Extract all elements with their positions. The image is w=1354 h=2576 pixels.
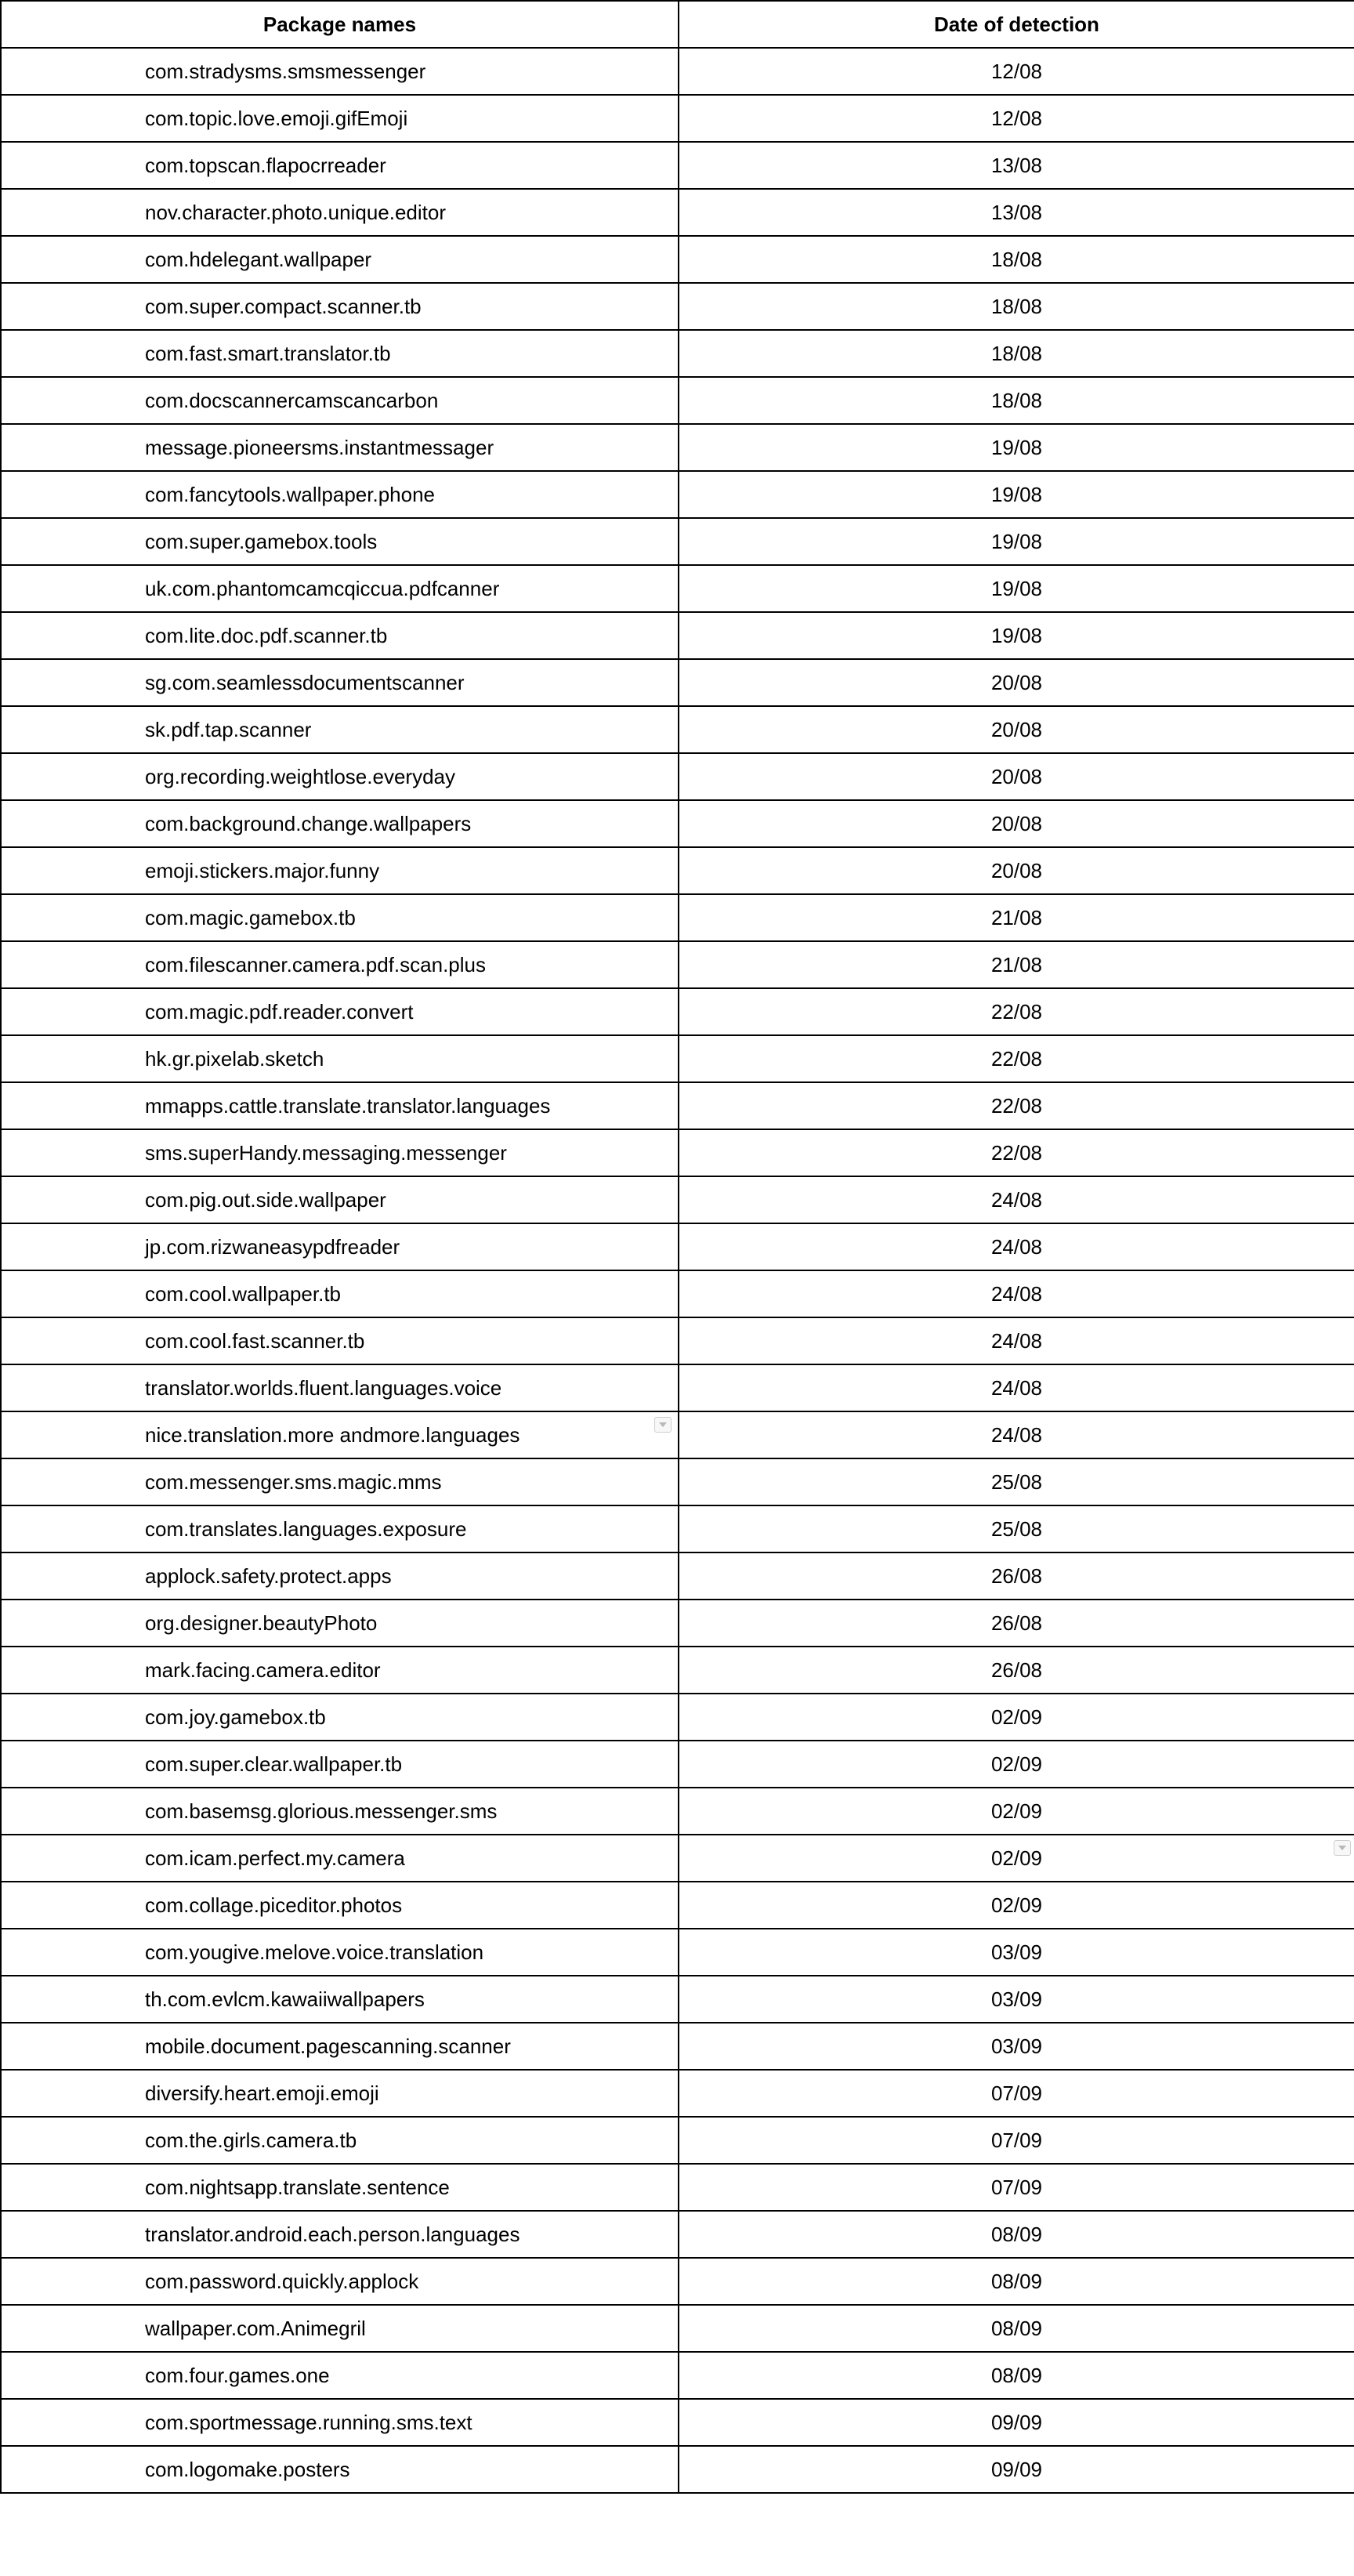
package-name-text: sms.superHandy.messaging.messenger (145, 1141, 507, 1165)
date-cell[interactable] (679, 1552, 1354, 1600)
package-name-cell[interactable] (1, 800, 679, 847)
package-name-cell[interactable] (1, 612, 679, 659)
table-row (1, 2023, 1354, 2070)
date-cell[interactable] (679, 2117, 1354, 2164)
package-name-cell[interactable] (1, 95, 679, 142)
package-name-text: com.docscannercamscancarbon (145, 389, 439, 412)
package-name-cell[interactable] (1, 2164, 679, 2211)
package-name-text: com.lite.doc.pdf.scanner.tb (145, 624, 388, 647)
date-text: 02/09 (990, 1893, 1043, 1917)
date-text: 02/09 (990, 1799, 1043, 1823)
package-name-cell[interactable] (1, 1176, 679, 1223)
table-row (1, 283, 1354, 330)
date-cell[interactable] (679, 1788, 1354, 1835)
date-cell[interactable] (679, 95, 1354, 142)
package-name-text: com.magic.pdf.reader.convert (145, 1000, 414, 1024)
table-row (1, 377, 1354, 424)
package-name-text: th.com.evlcm.kawaiiwallpapers (145, 1987, 425, 2011)
package-name-text: nov.character.photo.unique.editor (145, 201, 447, 224)
package-name-cell[interactable] (1, 1505, 679, 1552)
date-cell[interactable] (679, 800, 1354, 847)
package-name-cell[interactable] (1, 1741, 679, 1788)
date-cell[interactable] (679, 1741, 1354, 1788)
date-cell[interactable] (679, 1505, 1354, 1552)
dropdown-arrow-icon[interactable] (1334, 1840, 1351, 1856)
date-text: 25/08 (990, 1517, 1043, 1541)
package-name-cell[interactable] (1, 2305, 679, 2352)
date-cell[interactable] (679, 2258, 1354, 2305)
table-row (1, 1600, 1354, 1647)
date-cell[interactable] (679, 236, 1354, 283)
table-row (1, 1458, 1354, 1505)
date-text: 22/08 (990, 1141, 1043, 1165)
date-cell[interactable] (679, 1600, 1354, 1647)
package-name-cell[interactable] (1, 1976, 679, 2023)
table-row (1, 1694, 1354, 1741)
date-text: 03/09 (990, 2034, 1043, 2058)
package-name-text: com.fancytools.wallpaper.phone (145, 483, 436, 506)
date-text: 13/08 (990, 154, 1043, 177)
dropdown-arrow-icon[interactable] (654, 1417, 672, 1433)
date-text: 07/09 (990, 2129, 1043, 2152)
date-cell[interactable] (679, 753, 1354, 800)
date-cell[interactable] (679, 1882, 1354, 1929)
date-text: 25/08 (990, 1470, 1043, 1494)
table-row (1, 142, 1354, 189)
date-text: 08/09 (990, 2223, 1043, 2246)
date-text: 20/08 (990, 718, 1043, 741)
package-name-cell[interactable] (1, 753, 679, 800)
date-text: 19/08 (990, 577, 1043, 600)
date-text: 20/08 (990, 859, 1043, 882)
package-name-cell[interactable] (1, 2399, 679, 2446)
package-name-text: com.collage.piceditor.photos (145, 1893, 403, 1917)
date-cell[interactable] (679, 706, 1354, 753)
date-text: 08/09 (990, 2364, 1043, 2387)
package-name-cell[interactable] (1, 48, 679, 95)
date-cell[interactable] (679, 894, 1354, 941)
table-row (1, 1835, 1354, 1882)
date-text: 24/08 (990, 1282, 1043, 1306)
package-name-text: com.super.gamebox.tools (145, 530, 378, 553)
package-name-cell[interactable] (1, 1647, 679, 1694)
date-cell[interactable] (679, 1082, 1354, 1129)
package-name-cell[interactable] (1, 189, 679, 236)
package-name-cell[interactable] (1, 941, 679, 988)
date-cell[interactable] (679, 1317, 1354, 1364)
package-name-cell[interactable] (1, 894, 679, 941)
date-text: 24/08 (990, 1423, 1043, 1447)
package-name-text: com.magic.gamebox.tb (145, 906, 356, 929)
date-text: 18/08 (990, 389, 1043, 412)
package-name-cell[interactable] (1, 471, 679, 518)
table-row (1, 894, 1354, 941)
package-name-text: emoji.stickers.major.funny (145, 859, 380, 882)
date-text: 18/08 (990, 342, 1043, 365)
table-row (1, 236, 1354, 283)
package-name-text: translator.android.each.person.languages (145, 2223, 520, 2246)
table-row (1, 659, 1354, 706)
date-cell[interactable] (679, 142, 1354, 189)
date-text: 02/09 (990, 1705, 1043, 1729)
table-body (1, 48, 1354, 2493)
date-cell[interactable] (679, 283, 1354, 330)
package-name-text: mark.facing.camera.editor (145, 1658, 381, 1682)
package-name-cell[interactable] (1, 1082, 679, 1129)
package-name-text: com.password.quickly.applock (145, 2270, 419, 2293)
package-name-text: com.translates.languages.exposure (145, 1517, 467, 1541)
header-package-names: Package names (1, 1, 679, 48)
package-name-cell[interactable] (1, 2211, 679, 2258)
date-text: 21/08 (990, 906, 1043, 929)
date-cell[interactable] (679, 1929, 1354, 1976)
date-text: 08/09 (990, 2270, 1043, 2293)
package-name-text: wallpaper.com.Animegril (145, 2317, 366, 2340)
date-cell[interactable] (679, 2211, 1354, 2258)
table-row (1, 48, 1354, 95)
package-name-text: message.pioneersms.instantmessager (145, 436, 494, 459)
package-name-cell[interactable] (1, 1129, 679, 1176)
date-cell[interactable] (679, 1270, 1354, 1317)
date-cell[interactable] (679, 424, 1354, 471)
package-name-text: sk.pdf.tap.scanner (145, 718, 312, 741)
date-cell[interactable] (679, 2399, 1354, 2446)
date-cell[interactable] (679, 988, 1354, 1035)
date-cell[interactable] (679, 2305, 1354, 2352)
date-cell[interactable] (679, 2023, 1354, 2070)
package-name-cell[interactable] (1, 1364, 679, 1411)
date-text: 24/08 (990, 1188, 1043, 1212)
table-row (1, 2305, 1354, 2352)
date-cell[interactable] (679, 1647, 1354, 1694)
date-text: 20/08 (990, 671, 1043, 694)
date-text: 19/08 (990, 530, 1043, 553)
table-row (1, 753, 1354, 800)
package-name-cell[interactable] (1, 142, 679, 189)
package-name-text: org.recording.weightlose.everyday (145, 765, 455, 788)
header-date-of-detection: Date of detection (679, 1, 1354, 48)
package-name-text: com.cool.fast.scanner.tb (145, 1329, 365, 1353)
package-name-cell[interactable] (1, 565, 679, 612)
package-name-cell[interactable] (1, 1223, 679, 1270)
package-name-text: jp.com.rizwaneasypdfreader (145, 1235, 400, 1259)
package-name-text: com.messenger.sms.magic.mms (145, 1470, 442, 1494)
date-cell[interactable] (679, 612, 1354, 659)
date-cell[interactable] (679, 1176, 1354, 1223)
table-row (1, 518, 1354, 565)
package-name-text: applock.safety.protect.apps (145, 1564, 392, 1588)
date-text: 20/08 (990, 765, 1043, 788)
table-row (1, 2211, 1354, 2258)
package-name-text: mobile.document.pagescanning.scanner (145, 2034, 511, 2058)
package-name-cell[interactable] (1, 424, 679, 471)
date-text: 26/08 (990, 1658, 1043, 1682)
table-row (1, 1788, 1354, 1835)
date-cell[interactable] (679, 377, 1354, 424)
date-cell[interactable] (679, 941, 1354, 988)
table-row (1, 2117, 1354, 2164)
table-row (1, 2070, 1354, 2117)
package-name-cell[interactable] (1, 2070, 679, 2117)
package-name-text: com.hdelegant.wallpaper (145, 248, 372, 271)
package-name-text: com.super.compact.scanner.tb (145, 295, 422, 318)
package-name-cell[interactable] (1, 1317, 679, 1364)
date-text: 19/08 (990, 624, 1043, 647)
package-name-cell[interactable] (1, 988, 679, 1035)
table-row (1, 1082, 1354, 1129)
package-name-text: com.joy.gamebox.tb (145, 1705, 326, 1729)
date-cell[interactable] (679, 1411, 1354, 1458)
date-text: 02/09 (990, 1846, 1043, 1870)
date-text: 24/08 (990, 1235, 1043, 1259)
package-name-text: com.super.clear.wallpaper.tb (145, 1752, 403, 1776)
table-row (1, 1129, 1354, 1176)
package-name-text: uk.com.phantomcamcqiccua.pdfcanner (145, 577, 500, 600)
package-name-cell[interactable] (1, 659, 679, 706)
table-row (1, 2399, 1354, 2446)
package-name-text: com.the.girls.camera.tb (145, 2129, 357, 2152)
date-text: 03/09 (990, 1987, 1043, 2011)
package-name-cell[interactable] (1, 330, 679, 377)
package-name-text: mmapps.cattle.translate.translator.languages (145, 1094, 551, 1118)
package-name-text: com.topic.love.emoji.gifEmoji (145, 107, 408, 130)
package-name-cell[interactable] (1, 847, 679, 894)
date-cell[interactable] (679, 2352, 1354, 2399)
date-cell[interactable] (679, 659, 1354, 706)
package-name-text: diversify.heart.emoji.emoji (145, 2081, 379, 2105)
table-row (1, 988, 1354, 1035)
date-cell[interactable] (679, 48, 1354, 95)
date-text: 12/08 (990, 60, 1043, 83)
package-name-text: sg.com.seamlessdocumentscanner (145, 671, 465, 694)
package-name-cell[interactable] (1, 2117, 679, 2164)
table-row (1, 1741, 1354, 1788)
package-name-cell[interactable] (1, 2352, 679, 2399)
date-text: 20/08 (990, 812, 1043, 835)
package-name-text: com.pig.out.side.wallpaper (145, 1188, 386, 1212)
table-row (1, 1882, 1354, 1929)
table-row (1, 471, 1354, 518)
package-name-text: com.filescanner.camera.pdf.scan.plus (145, 953, 486, 976)
package-name-cell[interactable] (1, 1882, 679, 1929)
date-cell[interactable] (679, 1458, 1354, 1505)
table-row (1, 800, 1354, 847)
date-text: 07/09 (990, 2176, 1043, 2199)
table-row (1, 2258, 1354, 2305)
package-name-text: com.icam.perfect.my.camera (145, 1846, 405, 1870)
table-row (1, 330, 1354, 377)
date-text: 13/08 (990, 201, 1043, 224)
package-name-text: com.cool.wallpaper.tb (145, 1282, 342, 1306)
package-name-text: com.background.change.wallpapers (145, 812, 472, 835)
package-name-cell[interactable] (1, 236, 679, 283)
package-name-text: com.fast.smart.translator.tb (145, 342, 391, 365)
package-name-cell[interactable] (1, 1788, 679, 1835)
package-name-cell[interactable] (1, 2446, 679, 2493)
table-row (1, 706, 1354, 753)
table-row (1, 1929, 1354, 1976)
date-cell[interactable] (679, 1035, 1354, 1082)
date-text: 12/08 (990, 107, 1043, 130)
package-name-cell[interactable] (1, 706, 679, 753)
date-cell[interactable] (679, 1694, 1354, 1741)
package-name-cell[interactable] (1, 1694, 679, 1741)
date-text: 18/08 (990, 248, 1043, 271)
package-name-cell[interactable] (1, 283, 679, 330)
date-cell[interactable] (679, 565, 1354, 612)
package-name-text: com.four.games.one (145, 2364, 330, 2387)
date-cell[interactable] (679, 847, 1354, 894)
date-cell[interactable] (679, 1364, 1354, 1411)
date-text: 19/08 (990, 436, 1043, 459)
package-name-cell[interactable] (1, 1411, 679, 1458)
date-text: 26/08 (990, 1564, 1043, 1588)
package-name-cell[interactable] (1, 1270, 679, 1317)
package-name-text: com.logomake.posters (145, 2458, 350, 2481)
date-text: 08/09 (990, 2317, 1043, 2340)
date-cell[interactable] (679, 330, 1354, 377)
date-text: 02/09 (990, 1752, 1043, 1776)
table-row (1, 1035, 1354, 1082)
table-row (1, 2446, 1354, 2493)
package-name-text: com.basemsg.glorious.messenger.sms (145, 1799, 498, 1823)
package-name-text: nice.translation.more andmore.languages (145, 1423, 520, 1447)
package-name-cell[interactable] (1, 518, 679, 565)
package-name-text: translator.worlds.fluent.languages.voice (145, 1376, 502, 1400)
table-row (1, 1976, 1354, 2023)
date-text: 21/08 (990, 953, 1043, 976)
table-row (1, 1505, 1354, 1552)
date-cell[interactable] (679, 518, 1354, 565)
package-name-text: com.nightsapp.translate.sentence (145, 2176, 450, 2199)
table-row (1, 1270, 1354, 1317)
table-row (1, 1176, 1354, 1223)
header-row (1, 1, 1354, 48)
package-name-text: com.sportmessage.running.sms.text (145, 2411, 472, 2434)
date-cell[interactable] (679, 2164, 1354, 2211)
date-text: 03/09 (990, 1940, 1043, 1964)
table-row (1, 1223, 1354, 1270)
date-text: 22/08 (990, 1047, 1043, 1071)
date-text: 07/09 (990, 2081, 1043, 2105)
date-text: 09/09 (990, 2411, 1043, 2434)
package-name-cell[interactable] (1, 1035, 679, 1082)
table-row (1, 2164, 1354, 2211)
package-name-text: com.stradysms.smsmessenger (145, 60, 426, 83)
table-row (1, 2352, 1354, 2399)
table-row (1, 1552, 1354, 1600)
date-text: 26/08 (990, 1611, 1043, 1635)
date-text: 09/09 (990, 2458, 1043, 2481)
date-cell[interactable] (679, 1835, 1354, 1882)
table-row (1, 1317, 1354, 1364)
package-name-cell[interactable] (1, 1835, 679, 1882)
package-name-cell[interactable] (1, 1600, 679, 1647)
date-cell[interactable] (679, 471, 1354, 518)
table-row (1, 1647, 1354, 1694)
date-cell[interactable] (679, 189, 1354, 236)
package-name-cell[interactable] (1, 2258, 679, 2305)
table-row (1, 1411, 1354, 1458)
date-text: 22/08 (990, 1094, 1043, 1118)
package-name-cell[interactable] (1, 2023, 679, 2070)
table-row (1, 847, 1354, 894)
date-text: 18/08 (990, 295, 1043, 318)
table-row (1, 1364, 1354, 1411)
date-text: 22/08 (990, 1000, 1043, 1024)
package-name-cell[interactable] (1, 1552, 679, 1600)
table-row (1, 612, 1354, 659)
date-cell[interactable] (679, 1129, 1354, 1176)
date-text: 24/08 (990, 1329, 1043, 1353)
package-name-text: com.yougive.melove.voice.translation (145, 1940, 484, 1964)
table-row (1, 95, 1354, 142)
package-name-cell[interactable] (1, 1929, 679, 1976)
package-name-cell[interactable] (1, 377, 679, 424)
table-row (1, 424, 1354, 471)
table-row (1, 565, 1354, 612)
date-cell[interactable] (679, 1976, 1354, 2023)
date-cell[interactable] (679, 2070, 1354, 2117)
package-name-text: com.topscan.flapocrreader (145, 154, 386, 177)
package-name-text: hk.gr.pixelab.sketch (145, 1047, 324, 1071)
table-row (1, 189, 1354, 236)
package-name-text: org.designer.beautyPhoto (145, 1611, 378, 1635)
table-row (1, 941, 1354, 988)
package-name-cell[interactable] (1, 1458, 679, 1505)
date-text: 24/08 (990, 1376, 1043, 1400)
date-text: 19/08 (990, 483, 1043, 506)
date-cell[interactable] (679, 1223, 1354, 1270)
date-cell[interactable] (679, 2446, 1354, 2493)
